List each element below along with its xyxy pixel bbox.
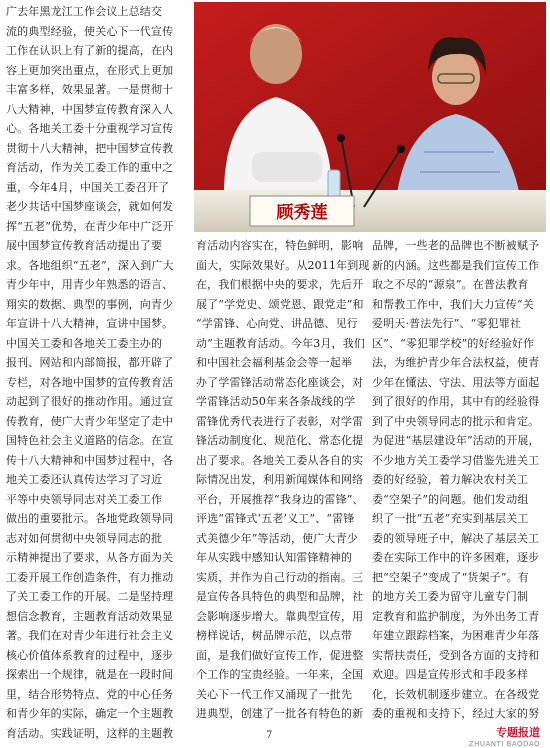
text-line: 做出的重要批示。各地党政领导同: [6, 512, 174, 525]
text-line: 把“空架子”变成了“货架子”。有: [372, 570, 529, 584]
meeting-photo: [194, 2, 546, 232]
text-line: 地关工委还认真传达学习了习近: [6, 473, 163, 486]
text-line: 法，为维护青少年合法权益，使青: [372, 356, 540, 369]
text-line: 里，结合形势特点、党的中心任务: [6, 687, 174, 701]
text-line: 个工作的宝贵经验。一年来，全国: [196, 668, 364, 681]
meeting-photo-illustration: [194, 2, 546, 232]
text-line: 想信念教育，主题教育活动效果显: [6, 609, 174, 623]
text-line: 是宣传各具特色的典型和品牌，社: [196, 590, 364, 603]
text-line: 翔实的数据、典型的事例，向青少: [6, 297, 174, 311]
text-line: 丰富多样，效果显著。一是贯彻十: [6, 83, 174, 96]
text-line: 学雷锋活动50年来各条战线的学: [196, 395, 356, 408]
text-line: 委的重视和支持下，经过大家的努: [372, 707, 540, 720]
text-line: 和中国社会福利基金会等一起举: [196, 356, 353, 369]
text-line: 欢迎。四是宣传形式和手段多样: [372, 668, 529, 681]
section-title: 专题报道: [496, 726, 540, 739]
text-line: 示精神提出了要求，从各方面为关: [6, 551, 174, 564]
text-line: 评选“雷锋式‘五老’义工”、“雷锋: [196, 512, 355, 525]
text-line: 和帮教工作中，我们大力宣传“关: [372, 297, 534, 311]
text-line: 平等中央领导同志对关工委工作: [6, 492, 163, 506]
text-line: 榜样说话，树品牌示范，以点带: [196, 629, 353, 642]
text-line: 定教育和监护制度，为外出务工青: [372, 609, 540, 623]
text-line: “学雷锋、心向党、讲品德、见行: [196, 317, 358, 330]
section-title-pinyin: ZHUANTI BAODAO: [468, 740, 540, 748]
text-line: 际情况出发，利用新闻媒体和网络: [196, 473, 364, 486]
text-line: 年建立跟踪档案，为困难青少年落: [372, 629, 540, 642]
text-line: 了关工委工作的开展。二是坚持理: [6, 590, 174, 603]
text-line: 动”主题教育活动。今年3月，我们: [196, 336, 366, 350]
text-line: 专栏，对各地中国梦的宣传教育活: [6, 375, 174, 389]
text-line: 挥“五老”优势，在青少年中广泛开: [6, 219, 174, 233]
text-line: 进典型，创建了一批各有特色的新: [196, 707, 364, 720]
text-line: 青少年中，用青少年熟悉的语言、: [6, 278, 174, 291]
text-line: 求。各地组织“五老”，深入到广大: [6, 258, 174, 272]
text-line: 化，长效机制逐步建立。在各级党: [372, 687, 540, 701]
text-line: 贯彻十八大精神，把中国梦宣传教: [6, 141, 174, 155]
text-line: 取之不尽的“源泉”。在普法教育: [372, 278, 529, 291]
text-line: 雷锋优秀代表进行了表彰，对学雷: [196, 414, 364, 428]
text-line: 心。各地关工委十分重视学习宣传: [6, 122, 174, 135]
text-line: 育活动。实践证明，这样的主题教: [6, 726, 174, 740]
text-line: 为促进“基层建设年”活动的开展，: [372, 434, 540, 447]
page-number: 7: [266, 730, 273, 741]
text-line: 著。我们在对青少年进行社会主义: [6, 629, 174, 642]
text-line: 委在实际工作中的许多困难，逐步: [372, 551, 540, 564]
text-line: 动起到了很好的推动作用。通过宣: [6, 395, 174, 408]
text-line: 不少地方关工委学习借鉴先进关工: [372, 453, 540, 467]
text-line: 育活动，作为关工委工作的重中之: [6, 161, 174, 174]
article-column-2: [196, 236, 370, 722]
text-line: 出了要求。各地关工委从各自的实: [196, 453, 364, 467]
text-line: 区”、“零犯罪学校”的好经验好作: [372, 336, 535, 350]
text-line: 核心价值体系教育的过程中，逐步: [6, 648, 174, 662]
text-line: 报刊、网站和内部简报，都开辟了: [6, 356, 174, 369]
text-line: 到了很好的作用，其中有的经验得: [372, 395, 540, 408]
text-line: 传教育，使广大青少年坚定了走中: [6, 414, 174, 428]
text-line: 年宣讲十八大精神，宣讲中国梦。: [6, 317, 174, 330]
text-line: 织了一批“五老”充实到基层关工: [372, 512, 529, 525]
article-column-3: [372, 236, 544, 722]
text-line: 工作在认识上有了新的提高，在内: [6, 44, 174, 57]
text-line: 实帮扶责任，受到各方面的支持和: [372, 648, 540, 662]
text-line: 平台，开展推荐“我身边的雷锋”、: [196, 492, 364, 506]
text-line: 传十八大精神和中国梦过程中，各: [6, 453, 174, 467]
text-line: 办了学雷锋活动常态化座谈会，对: [196, 375, 364, 389]
text-line: 面，是我们做好宣传工作，促进整: [196, 648, 364, 662]
text-line: 和青少年的实际，确定一个主题教: [6, 707, 174, 720]
text-line: 在，我们根据中央的要求，先后开: [196, 278, 364, 291]
text-line: 探索出一个规律，就是在一段时间: [6, 668, 174, 681]
article-column-1: [6, 2, 186, 740]
text-line: 展中国梦宣传教育活动提出了要: [6, 239, 163, 252]
text-line: 育活动内容实在，特色鲜明，影响: [196, 239, 364, 252]
text-line: 新的内涵。这些都是我们宣传工作: [372, 258, 540, 272]
text-line: 的地方关工委为留守儿童专门制: [372, 590, 529, 603]
text-line: 少年在懂法、守法、用法等方面起: [372, 375, 540, 389]
nameplate-text: 顾秀莲: [276, 203, 328, 223]
text-line: 广去年黑龙江工作会议上总结交: [6, 5, 163, 18]
text-line: 爱明天·普法先行”、“零犯罪社: [372, 317, 521, 330]
text-line: 到了中央领导同志的批示和肯定。: [372, 414, 540, 428]
text-line: 老少共话中国梦座谈会，就如何发: [6, 200, 174, 213]
text-line: 流的典型经验，使关心下一代宣传: [6, 24, 174, 38]
text-line: 锋活动制度化、规范化、常态化提: [196, 434, 364, 447]
text-line: 国特色社会主义道路的信念。在宣: [6, 434, 174, 447]
text-line: 会影响逐步增大。靠典型宣传，用: [196, 609, 364, 623]
text-line: 品牌，一些老的品牌也不断被赋予: [372, 239, 540, 252]
text-line: 容上更加突出重点，在形式上更加: [6, 63, 174, 77]
text-line: 委的好经验，着力解决农村关工: [372, 473, 529, 486]
text-line: 志对如何贯彻中央领导同志的批: [6, 531, 163, 545]
text-line: 工委开展工作创造条件，有力推动: [6, 570, 174, 584]
section-brand: [469, 724, 540, 748]
text-line: 展了“学党史、颂党恩、跟党走”和: [196, 297, 364, 311]
text-line: 实质，并作为自己行动的指南。三: [196, 570, 364, 584]
text-line: 年从实践中感知认知雷锋精神的: [196, 551, 353, 564]
text-line: 式美德少年”等活动，使广大青少: [196, 531, 358, 545]
text-line: 中国关工委和各地关工委主办的: [6, 336, 163, 350]
text-line: 委“空架子”的问题。他们发动组: [372, 492, 529, 506]
text-line: 重，今年4月，中国关工委召开了: [6, 180, 170, 194]
text-line: 关心下一代工作又涌现了一批先: [196, 687, 353, 701]
text-line: 面大，实际效果好。从2011年到现: [196, 258, 370, 272]
text-line: 八大精神，中国梦宣传教育深入人: [6, 102, 174, 116]
text-line: 委的领导班子中，解决了基层关工: [372, 531, 540, 545]
